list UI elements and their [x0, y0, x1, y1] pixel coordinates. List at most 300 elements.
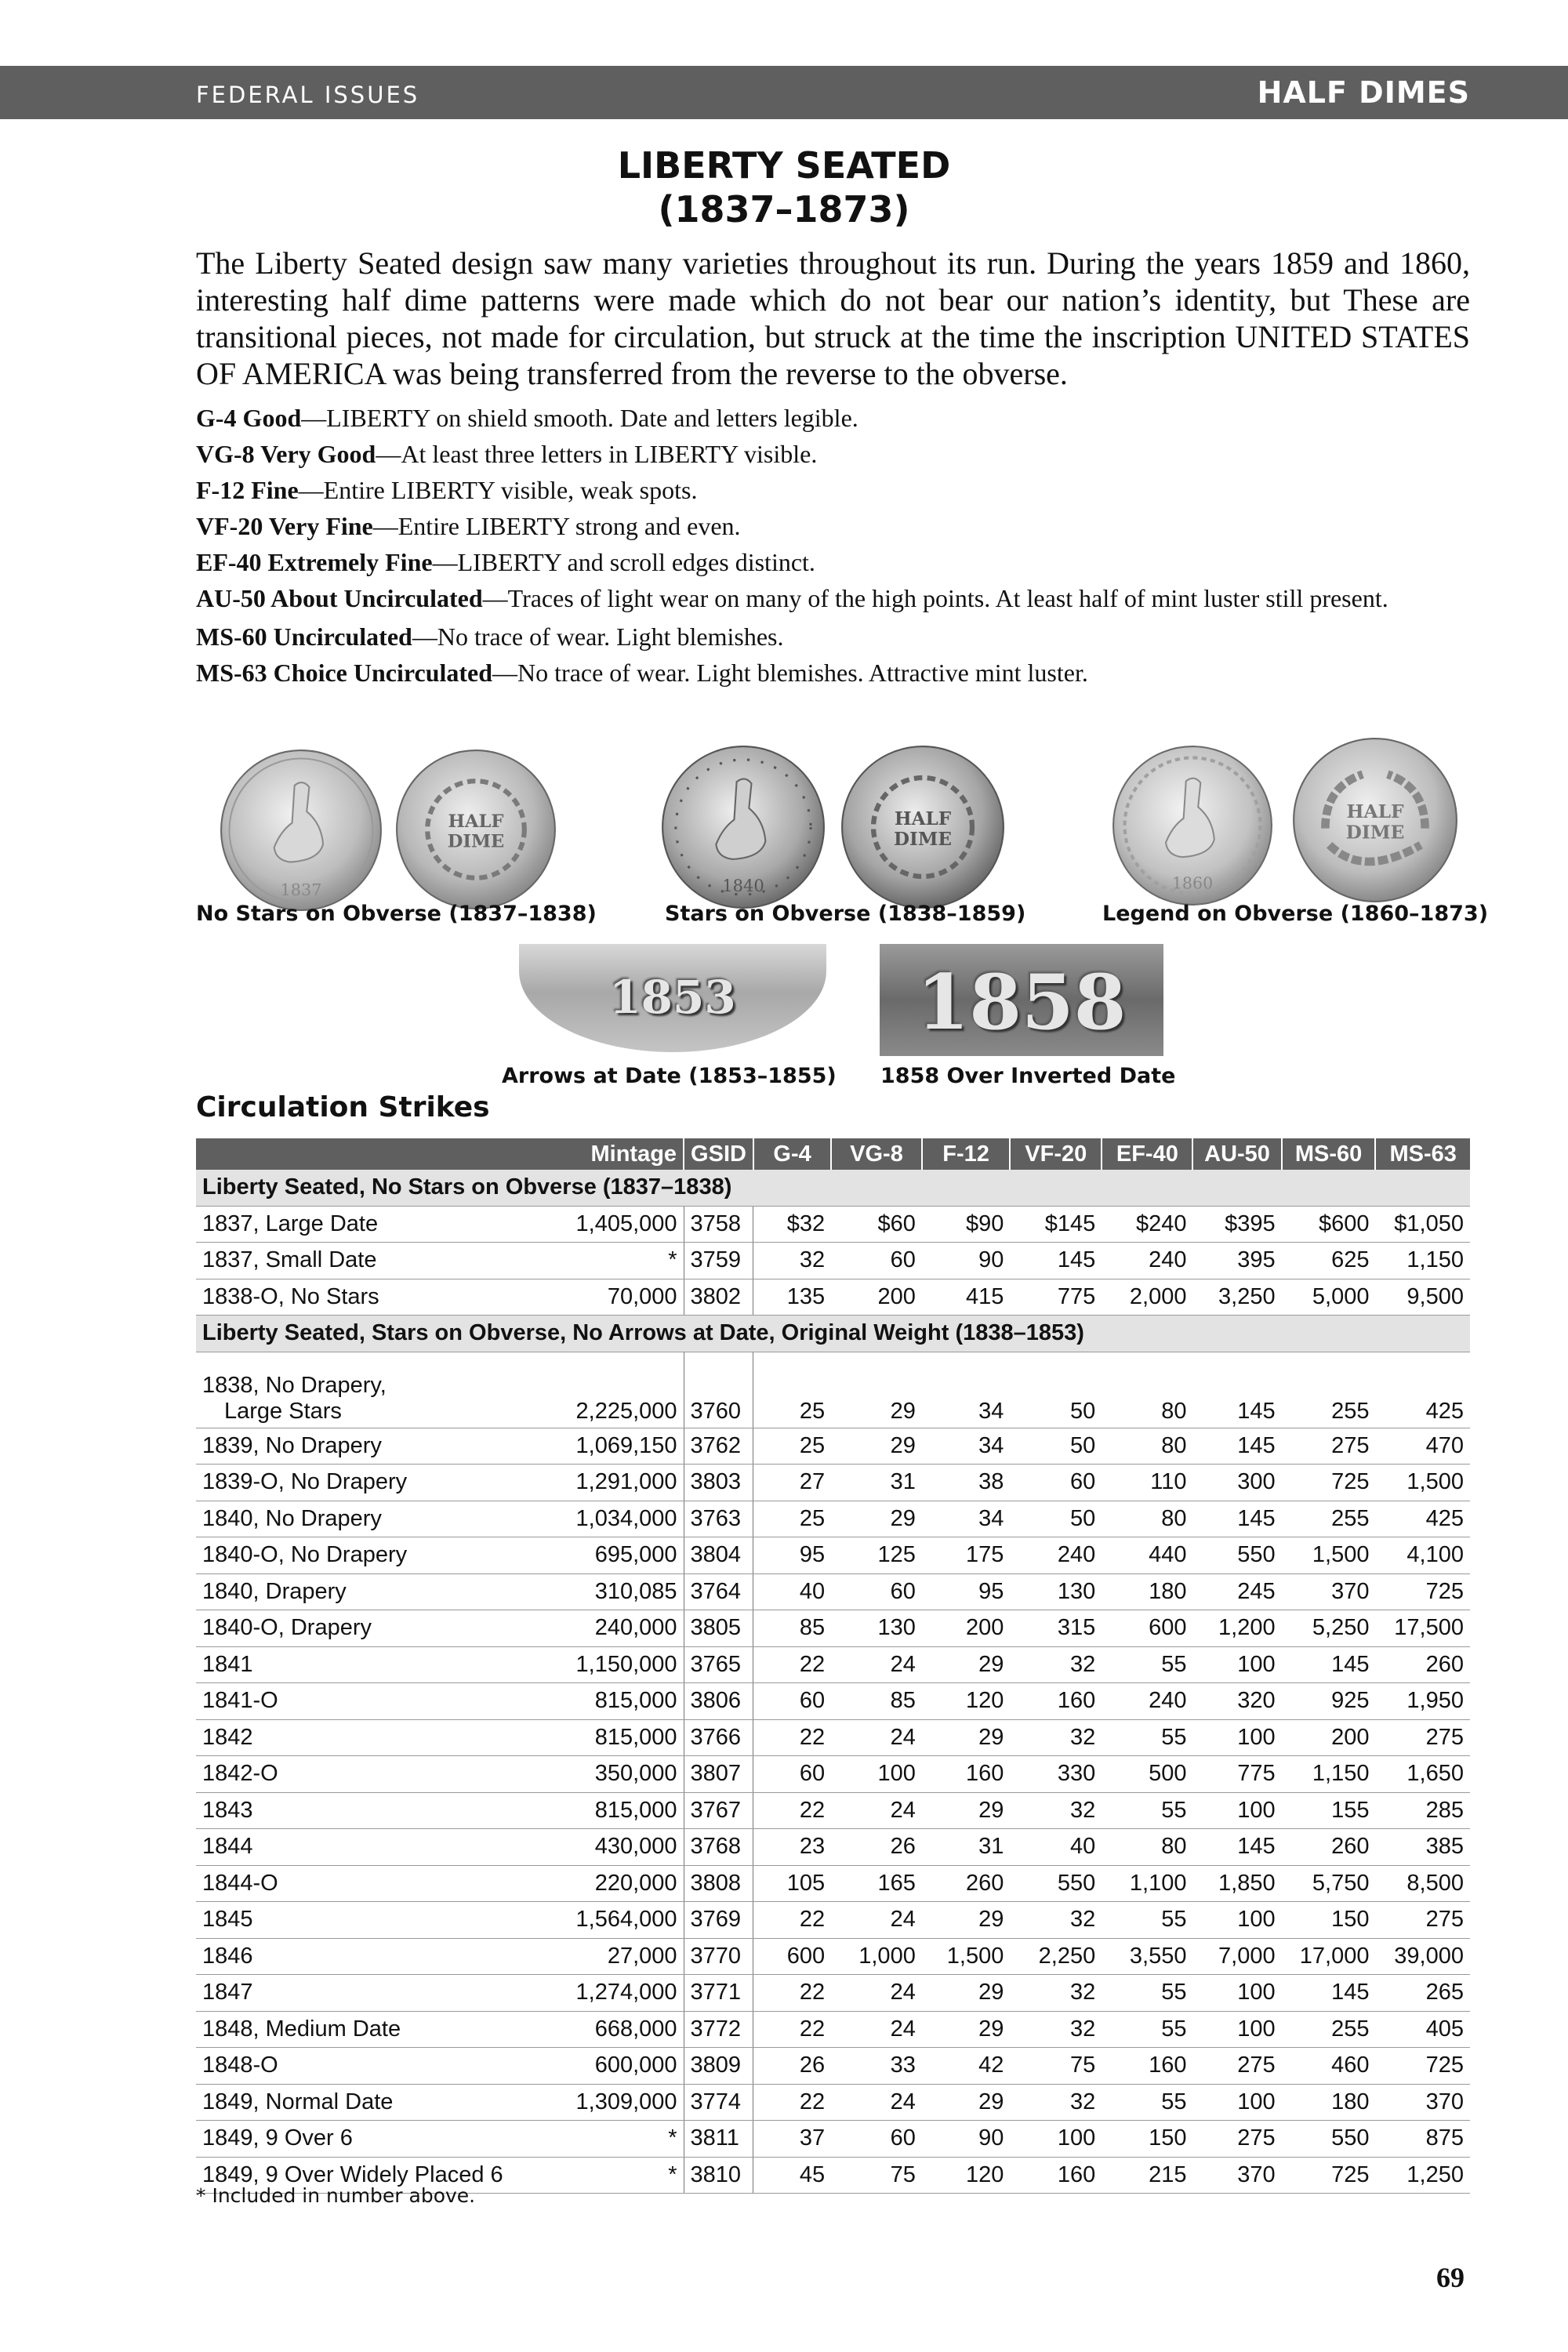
price-cell: 80: [1102, 1428, 1192, 1465]
svg-text:DIME: DIME: [1345, 822, 1405, 844]
variety-name: 1840-O, No Drapery: [196, 1537, 570, 1574]
variety-name: 1839, No Drapery: [196, 1428, 570, 1465]
price-cell: 145: [1192, 1501, 1281, 1537]
price-cell: 145: [1282, 1975, 1376, 2012]
price-cell: 145: [1192, 1428, 1281, 1465]
variety-name: 1840-O, Drapery: [196, 1610, 570, 1647]
grade-term: AU-50 About Uncirculated: [196, 584, 483, 612]
gsid-cell: 3805: [684, 1610, 753, 1647]
svg-text:HALF: HALF: [1346, 800, 1404, 822]
price-cell: 415: [922, 1279, 1011, 1316]
price-cell: 320: [1192, 1683, 1281, 1720]
table-row: [196, 1206, 1470, 1243]
price-cell: 100: [1192, 1975, 1281, 2012]
table-row: [196, 1792, 1470, 1829]
price-cell: 3,550: [1102, 1938, 1192, 1975]
price-cell: 24: [831, 1975, 922, 2012]
price-cell: 90: [922, 2121, 1011, 2158]
price-cell: 100: [1192, 2084, 1281, 2121]
price-cell: 80: [1102, 1352, 1192, 1428]
price-cell: 550: [1282, 2121, 1376, 2158]
column-header: MS-63: [1375, 1138, 1470, 1170]
price-cell: 775: [1010, 1279, 1102, 1316]
grade-description: —Traces of light wear on many of the high points. At least half of mint luster still present.: [482, 584, 1388, 612]
caption-no-stars: No Stars on Obverse (1837–1838): [196, 902, 597, 926]
mintage-cell: 27,000: [570, 1938, 684, 1975]
price-cell: 26: [831, 1829, 922, 1866]
price-cell: 265: [1375, 1975, 1470, 2012]
price-cell: 245: [1192, 1573, 1281, 1610]
price-cell: 40: [1010, 1829, 1102, 1866]
mintage-cell: 350,000: [570, 1756, 684, 1793]
grade-description: —At least three letters in LIBERTY visible.: [376, 440, 818, 468]
price-cell: $395: [1192, 1206, 1281, 1243]
price-cell: 625: [1282, 1243, 1376, 1279]
price-cell: 215: [1102, 2157, 1192, 2194]
gsid-cell: 3759: [684, 1243, 753, 1279]
price-cell: 3,250: [1192, 1279, 1281, 1316]
variety-name: 1848, Medium Date: [196, 2011, 570, 2048]
mintage-cell: 1,069,150: [570, 1428, 684, 1465]
price-cell: 275: [1192, 2048, 1281, 2085]
price-cell: 27: [753, 1465, 831, 1501]
price-cell: 160: [1010, 1683, 1102, 1720]
gsid-cell: 3803: [684, 1465, 753, 1501]
table-group-row: [196, 1316, 1470, 1352]
gsid-cell: 3764: [684, 1573, 753, 1610]
gsid-cell: 3760: [684, 1352, 753, 1428]
table-row: [196, 2048, 1470, 2085]
price-cell: 150: [1102, 2121, 1192, 2158]
mintage-cell: 240,000: [570, 1610, 684, 1647]
price-cell: 145: [1192, 1352, 1281, 1428]
column-header: VF-20: [1010, 1138, 1102, 1170]
price-cell: 1,000: [831, 1938, 922, 1975]
price-cell: 330: [1010, 1756, 1102, 1793]
price-cell: 22: [753, 2011, 831, 2048]
mintage-cell: 600,000: [570, 2048, 684, 2085]
price-cell: 75: [1010, 2048, 1102, 2085]
price-cell: 110: [1102, 1465, 1192, 1501]
price-cell: 1,150: [1282, 1756, 1376, 1793]
price-cell: 275: [1375, 1902, 1470, 1939]
coin-date-text: 1840: [722, 876, 764, 895]
price-cell: $90: [922, 1206, 1011, 1243]
price-cell: 5,000: [1282, 1279, 1376, 1316]
gsid-cell: 3808: [684, 1865, 753, 1902]
price-cell: 1,650: [1375, 1756, 1470, 1793]
price-cell: 145: [1282, 1646, 1376, 1683]
price-cell: 460: [1282, 2048, 1376, 2085]
gsid-cell: 3806: [684, 1683, 753, 1720]
coin-reverse-wreath: [1292, 737, 1458, 903]
price-cell: 22: [753, 1792, 831, 1829]
price-cell: 315: [1010, 1610, 1102, 1647]
price-cell: 4,100: [1375, 1537, 1470, 1574]
price-cell: 32: [1010, 2084, 1102, 2121]
price-cell: 550: [1192, 1537, 1281, 1574]
variety-name: 1842-O: [196, 1756, 570, 1793]
price-cell: 50: [1010, 1352, 1102, 1428]
variety-name: 1844: [196, 1829, 570, 1866]
gsid-cell: 3802: [684, 1279, 753, 1316]
price-cell: 100: [1192, 1646, 1281, 1683]
price-cell: 34: [922, 1352, 1011, 1428]
grade-description: —LIBERTY and scroll edges distinct.: [432, 548, 815, 576]
grade-description: —No trace of wear. Light blemishes. Attractive mint luster.: [492, 659, 1088, 687]
price-cell: 165: [831, 1865, 922, 1902]
svg-text:HALF: HALF: [448, 811, 504, 832]
price-cell: 33: [831, 2048, 922, 2085]
table-row: [196, 1537, 1470, 1574]
gsid-cell: 3811: [684, 2121, 753, 2158]
table-row: [196, 1501, 1470, 1537]
grade-term: VG-8 Very Good: [196, 440, 376, 468]
price-cell: 37: [753, 2121, 831, 2158]
table-row: [196, 1719, 1470, 1756]
intro-paragraph: The Liberty Seated design saw many varieties throughout its run. During the years 1859 and 1860, interesting half dime patterns were made which do not bear our nation’s identity, but These are transitional pieces, not made for circulation, but struck at the time the inscription UNITED STATES OF AMERICA was being transferred from the reverse to the obverse.: [196, 245, 1470, 391]
grade-item: [196, 544, 1470, 580]
group-label: Liberty Seated, No Stars on Obverse (1837–1838): [196, 1170, 1470, 1206]
price-cell: 275: [1375, 1719, 1470, 1756]
table-row: [196, 1243, 1470, 1279]
price-cell: 100: [1192, 1902, 1281, 1939]
variety-name: 1849, Normal Date: [196, 2084, 570, 2121]
caption-overdate: 1858 Over Inverted Date: [880, 1064, 1176, 1088]
price-cell: 370: [1192, 2157, 1281, 2194]
price-cell: 130: [831, 1610, 922, 1647]
table-row: [196, 2011, 1470, 2048]
mintage-cell: 70,000: [570, 1279, 684, 1316]
mintage-cell: 815,000: [570, 1792, 684, 1829]
gsid-cell: 3765: [684, 1646, 753, 1683]
price-cell: $1,050: [1375, 1206, 1470, 1243]
price-cell: 24: [831, 1719, 922, 1756]
gsid-cell: 3762: [684, 1428, 753, 1465]
price-cell: 275: [1192, 2121, 1281, 2158]
price-cell: 180: [1282, 2084, 1376, 2121]
table-row: [196, 1829, 1470, 1866]
price-cell: 600: [1102, 1610, 1192, 1647]
price-cell: 725: [1375, 1573, 1470, 1610]
coin-date-text: 1837: [280, 880, 322, 900]
column-header: EF-40: [1102, 1138, 1192, 1170]
price-cell: 25: [753, 1352, 831, 1428]
table-group-row: [196, 1170, 1470, 1206]
table-row: [196, 1756, 1470, 1793]
price-cell: $240: [1102, 1206, 1192, 1243]
price-cell: 725: [1282, 1465, 1376, 1501]
table-row: [196, 2084, 1470, 2121]
price-cell: 405: [1375, 2011, 1470, 2048]
variety-name: 1849, 9 Over Widely Placed 6: [196, 2157, 570, 2194]
mintage-cell: 1,291,000: [570, 1465, 684, 1501]
price-cell: 385: [1375, 1829, 1470, 1866]
caption-arrows: Arrows at Date (1853–1855): [502, 1064, 837, 1088]
price-cell: 200: [922, 1610, 1011, 1647]
mintage-cell: 1,564,000: [570, 1902, 684, 1939]
grade-description: —LIBERTY on shield smooth. Date and letters legible.: [301, 404, 858, 432]
running-header: [0, 66, 1568, 119]
price-cell: 180: [1102, 1573, 1192, 1610]
price-cell: 29: [922, 1792, 1011, 1829]
gsid-cell: 3804: [684, 1537, 753, 1574]
price-cell: 285: [1375, 1792, 1470, 1829]
price-cell: 255: [1282, 2011, 1376, 2048]
price-table: [196, 1138, 1470, 2194]
price-cell: 29: [922, 1646, 1011, 1683]
mintage-cell: 310,085: [570, 1573, 684, 1610]
price-cell: 25: [753, 1428, 831, 1465]
price-cell: 120: [922, 1683, 1011, 1720]
price-cell: 175: [922, 1537, 1011, 1574]
price-cell: 85: [831, 1683, 922, 1720]
coin-obverse-stars: [661, 745, 826, 909]
price-cell: 32: [1010, 1719, 1102, 1756]
variety-name: 1839-O, No Drapery: [196, 1465, 570, 1501]
price-cell: 75: [831, 2157, 922, 2194]
column-header: Mintage: [196, 1138, 684, 1170]
mintage-cell: *: [570, 2121, 684, 2158]
variety-name: 1841: [196, 1646, 570, 1683]
price-cell: 725: [1282, 2157, 1376, 2194]
price-cell: 425: [1375, 1501, 1470, 1537]
price-cell: 5,750: [1282, 1865, 1376, 1902]
grade-term: VF-20 Very Fine: [196, 512, 373, 540]
column-header: GSID: [684, 1138, 753, 1170]
price-cell: 8,500: [1375, 1865, 1470, 1902]
price-cell: 90: [922, 1243, 1011, 1279]
price-cell: 7,000: [1192, 1938, 1281, 1975]
price-cell: 55: [1102, 1975, 1192, 2012]
price-cell: 200: [1282, 1719, 1376, 1756]
price-cell: 32: [1010, 1646, 1102, 1683]
price-cell: 29: [922, 1719, 1011, 1756]
price-cell: 42: [922, 2048, 1011, 2085]
section-heading: Circulation Strikes: [196, 1091, 490, 1123]
price-cell: 29: [922, 2084, 1011, 2121]
svg-text:DIME: DIME: [447, 831, 505, 852]
price-cell: 100: [1192, 1792, 1281, 1829]
coin-reverse-1: [395, 749, 557, 910]
price-cell: 24: [831, 2011, 922, 2048]
price-cell: 370: [1375, 2084, 1470, 2121]
price-cell: 55: [1102, 1902, 1192, 1939]
coin-obverse-legend: [1112, 745, 1273, 906]
price-cell: 5,250: [1282, 1610, 1376, 1647]
grade-descriptions: [196, 400, 1470, 691]
variety-name: 1845: [196, 1902, 570, 1939]
price-cell: 60: [753, 1683, 831, 1720]
price-cell: 100: [1010, 2121, 1102, 2158]
gsid-cell: 3770: [684, 1938, 753, 1975]
table-row: [196, 1610, 1470, 1647]
price-cell: 260: [1282, 1829, 1376, 1866]
coin-date-text: 1860: [1171, 873, 1214, 893]
table-row: [196, 1975, 1470, 2012]
grade-term: G-4 Good: [196, 404, 302, 432]
gsid-cell: 3763: [684, 1501, 753, 1537]
price-cell: 1,100: [1102, 1865, 1192, 1902]
table-row: [196, 1352, 1470, 1428]
table-row: [196, 1646, 1470, 1683]
price-cell: 725: [1375, 2048, 1470, 2085]
gsid-cell: 3758: [684, 1206, 753, 1243]
table-row: [196, 1428, 1470, 1465]
grade-term: MS-60 Uncirculated: [196, 622, 412, 651]
variety-name: 1841-O: [196, 1683, 570, 1720]
table-row: [196, 1865, 1470, 1902]
column-header: VG-8: [831, 1138, 922, 1170]
variety-name: 1840, No Drapery: [196, 1501, 570, 1537]
photo-overdate: [880, 944, 1163, 1056]
price-cell: 255: [1282, 1352, 1376, 1428]
price-cell: 60: [831, 2121, 922, 2158]
grade-item: [196, 655, 1470, 691]
mintage-cell: 695,000: [570, 1537, 684, 1574]
page-title-line1: LIBERTY SEATED: [617, 144, 951, 187]
mintage-cell: 1,405,000: [570, 1206, 684, 1243]
mintage-cell: 1,274,000: [570, 1975, 684, 2012]
price-cell: 600: [753, 1938, 831, 1975]
price-cell: 39,000: [1375, 1938, 1470, 1975]
price-cell: 775: [1192, 1756, 1281, 1793]
table-header-row: [196, 1138, 1470, 1170]
price-cell: 95: [753, 1537, 831, 1574]
variety-name: 1849, 9 Over 6: [196, 2121, 570, 2158]
price-cell: 300: [1192, 1465, 1281, 1501]
price-cell: 130: [1010, 1573, 1102, 1610]
price-cell: 34: [922, 1428, 1011, 1465]
price-cell: 34: [922, 1501, 1011, 1537]
price-cell: 60: [831, 1573, 922, 1610]
variety-name: 1838, No Drapery, Large Stars: [196, 1352, 570, 1428]
variety-name: 1844-O: [196, 1865, 570, 1902]
price-cell: 29: [922, 1902, 1011, 1939]
price-cell: 80: [1102, 1829, 1192, 1866]
grade-term: EF-40 Extremely Fine: [196, 548, 433, 576]
price-cell: 425: [1375, 1352, 1470, 1428]
price-cell: 100: [831, 1756, 922, 1793]
price-cell: 32: [1010, 1792, 1102, 1829]
price-cell: 1,500: [1375, 1465, 1470, 1501]
price-cell: 145: [1192, 1829, 1281, 1866]
mintage-cell: 1,150,000: [570, 1646, 684, 1683]
price-cell: 160: [922, 1756, 1011, 1793]
variety-name: 1846: [196, 1938, 570, 1975]
photo-date-text: 1853: [609, 971, 736, 1024]
gsid-cell: 3768: [684, 1829, 753, 1866]
price-cell: 105: [753, 1865, 831, 1902]
price-cell: 29: [922, 2011, 1011, 2048]
header-section-label: FEDERAL ISSUES: [196, 82, 420, 108]
grade-item: [196, 508, 1470, 544]
price-cell: 22: [753, 1719, 831, 1756]
column-header: G-4: [753, 1138, 831, 1170]
page-title-line2: (1837–1873): [658, 188, 910, 230]
price-cell: 145: [1010, 1243, 1102, 1279]
price-cell: 1,500: [1282, 1537, 1376, 1574]
price-cell: 32: [1010, 2011, 1102, 2048]
price-cell: 22: [753, 2084, 831, 2121]
mintage-cell: 220,000: [570, 1865, 684, 1902]
price-cell: 1,200: [1192, 1610, 1281, 1647]
column-header: MS-60: [1282, 1138, 1376, 1170]
price-cell: 240: [1102, 1683, 1192, 1720]
coin-obverse-no-stars: [220, 749, 383, 912]
price-cell: 60: [831, 1243, 922, 1279]
grade-item: [196, 583, 1470, 614]
price-cell: 135: [753, 1279, 831, 1316]
price-cell: 55: [1102, 2084, 1192, 2121]
price-cell: 395: [1192, 1243, 1281, 1279]
variety-name: 1847: [196, 1975, 570, 2012]
grade-item: [196, 436, 1470, 472]
price-cell: 85: [753, 1610, 831, 1647]
price-cell: 370: [1282, 1573, 1376, 1610]
price-cell: 22: [753, 1902, 831, 1939]
gsid-cell: 3810: [684, 2157, 753, 2194]
price-cell: 500: [1102, 1756, 1192, 1793]
price-cell: 26: [753, 2048, 831, 2085]
mintage-cell: *: [570, 2157, 684, 2194]
mintage-cell: 1,034,000: [570, 1501, 684, 1537]
caption-stars: Stars on Obverse (1838–1859): [665, 902, 1026, 926]
price-cell: 125: [831, 1537, 922, 1574]
price-cell: 275: [1282, 1428, 1376, 1465]
price-cell: 29: [831, 1428, 922, 1465]
price-cell: $32: [753, 1206, 831, 1243]
price-cell: 24: [831, 2084, 922, 2121]
variety-name: 1843: [196, 1792, 570, 1829]
price-cell: 60: [1010, 1465, 1102, 1501]
grade-term: F-12 Fine: [196, 476, 299, 504]
caption-legend: Legend on Obverse (1860–1873): [1102, 902, 1489, 926]
coin-reverse-2: [840, 745, 1005, 909]
grade-term: MS-63 Choice Uncirculated: [196, 659, 493, 687]
footnote: * Included in number above.: [196, 2184, 476, 2207]
grade-item: [196, 400, 1470, 436]
price-cell: 100: [1192, 2011, 1281, 2048]
variety-name: 1840, Drapery: [196, 1573, 570, 1610]
price-cell: 9,500: [1375, 1279, 1470, 1316]
price-cell: 32: [1010, 1902, 1102, 1939]
header-chapter-label: HALF DIMES: [1257, 75, 1470, 110]
grade-description: —No trace of wear. Light blemishes.: [412, 622, 784, 651]
table-row: [196, 2121, 1470, 2158]
price-cell: 1,500: [922, 1938, 1011, 1975]
gsid-cell: 3774: [684, 2084, 753, 2121]
gsid-cell: 3772: [684, 2011, 753, 2048]
price-cell: 24: [831, 1902, 922, 1939]
svg-text:DIME: DIME: [894, 829, 952, 851]
price-cell: 925: [1282, 1683, 1376, 1720]
table-body: [196, 1170, 1470, 2194]
price-cell: 1,950: [1375, 1683, 1470, 1720]
price-cell: $600: [1282, 1206, 1376, 1243]
price-cell: 25: [753, 1501, 831, 1537]
mintage-cell: 815,000: [570, 1719, 684, 1756]
table-row: [196, 1902, 1470, 1939]
mintage-cell: 430,000: [570, 1829, 684, 1866]
price-cell: 160: [1102, 2048, 1192, 2085]
mintage-cell: 2,225,000: [570, 1352, 684, 1428]
price-cell: 24: [831, 1792, 922, 1829]
table-row: [196, 1465, 1470, 1501]
price-cell: 32: [753, 1243, 831, 1279]
price-cell: 550: [1010, 1865, 1102, 1902]
price-cell: 32: [1010, 1975, 1102, 2012]
